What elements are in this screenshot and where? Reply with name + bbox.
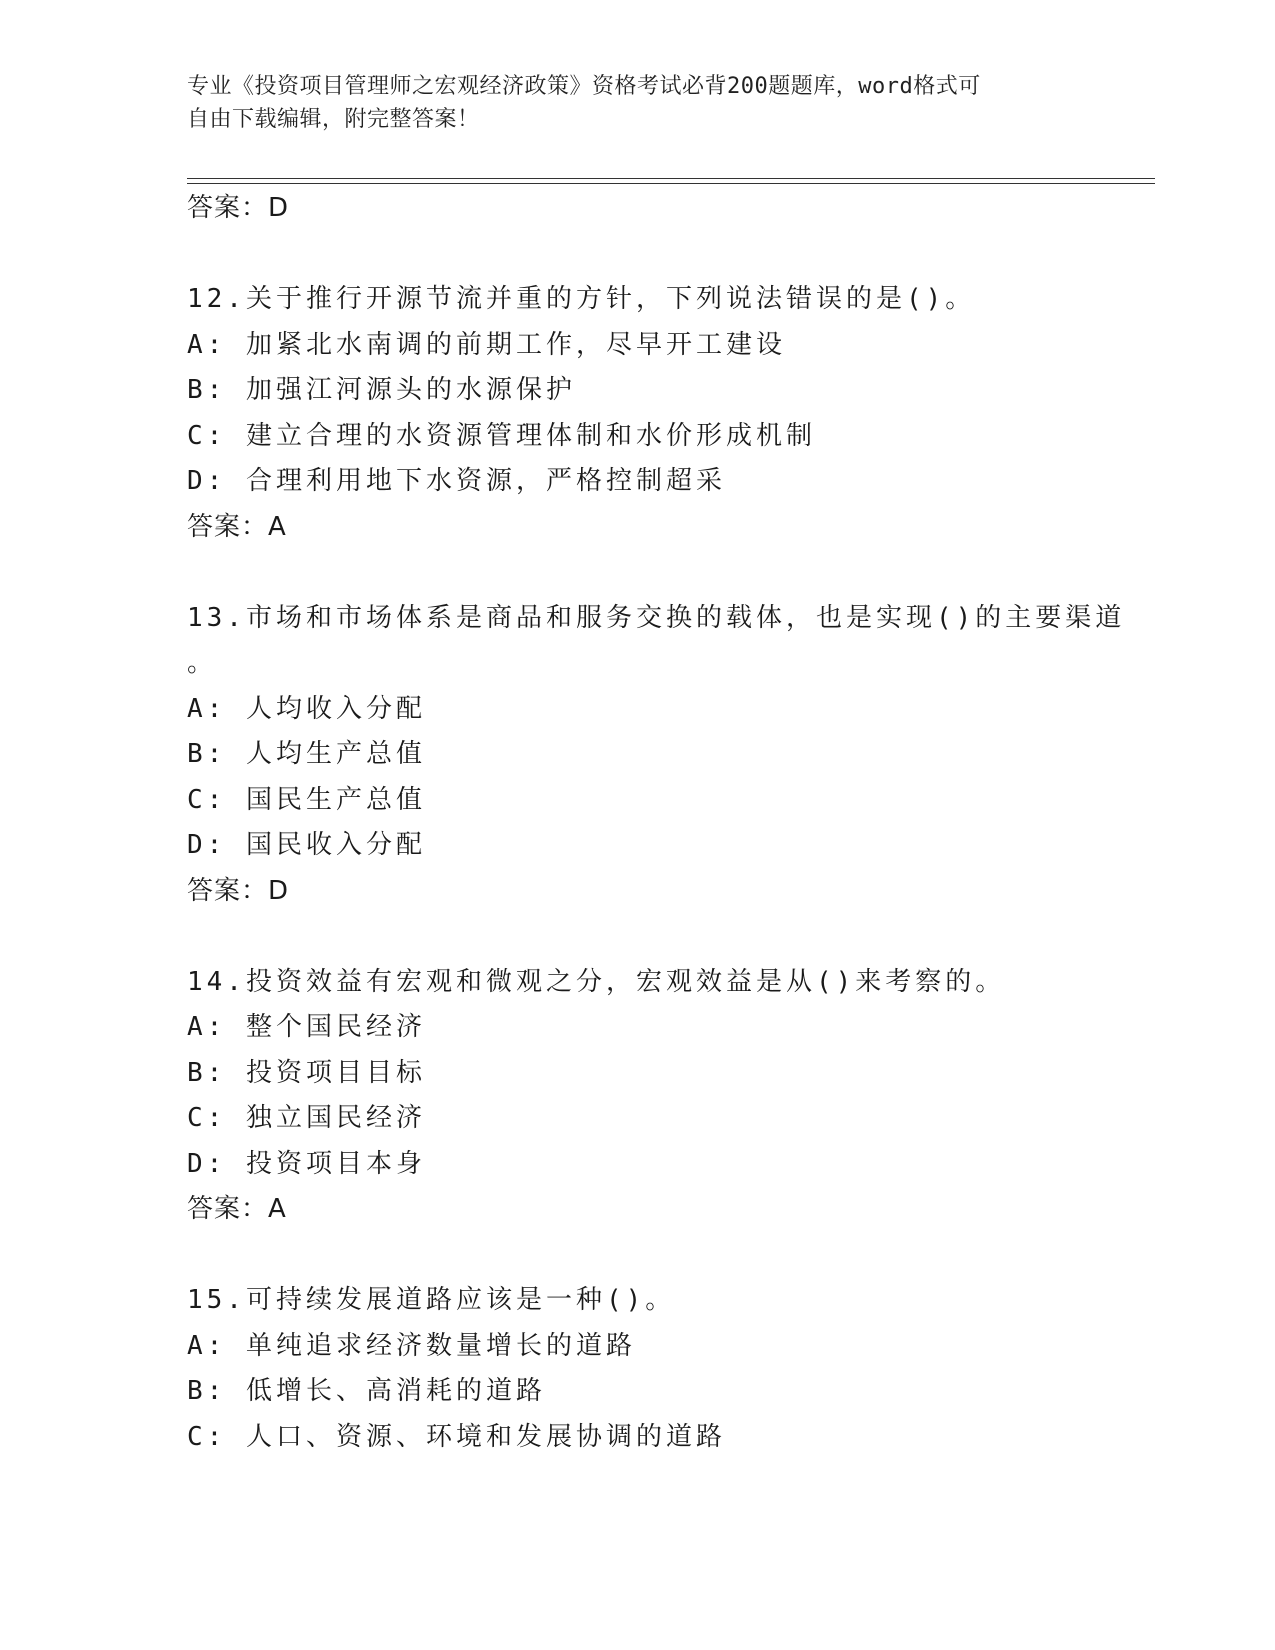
- option-c: C: 独立国民经济: [187, 1103, 426, 1133]
- option-a: A: 加紧北水南调的前期工作，尽早开工建设: [187, 329, 786, 360]
- header-line-2: 自由下载编辑，附完整答案！: [187, 107, 480, 132]
- question-13: [187, 596, 1167, 915]
- option-b: B: 投资项目目标: [187, 1057, 426, 1088]
- question-stem: 12.关于推行开源节流并重的方针，下列说法错误的是()。: [187, 284, 976, 314]
- question-list: [187, 186, 1167, 1460]
- question-stem-continuation: 。: [187, 648, 218, 678]
- option-d: D: 合理利用地下水资源，严格控制超采: [187, 466, 726, 496]
- answer: 答案：D: [187, 875, 290, 906]
- answer: 答案：A: [187, 511, 287, 542]
- document-header: [187, 70, 1067, 136]
- spacer: [187, 1233, 1167, 1279]
- previous-answer: 答案：D: [187, 193, 290, 223]
- option-c: C: 国民生产总值: [187, 784, 426, 815]
- option-b: B: 低增长、高消耗的道路: [187, 1376, 546, 1406]
- spacer: [187, 550, 1167, 596]
- option-c: C: 建立合理的水资源管理体制和水价形成机制: [187, 420, 816, 451]
- spacer: [187, 914, 1167, 960]
- question-14: [187, 960, 1167, 1233]
- question-stem: 14.投资效益有宏观和微观之分，宏观效益是从()来考察的。: [187, 966, 1006, 997]
- question-15: [187, 1278, 1167, 1460]
- question-12: [187, 277, 1167, 550]
- option-b: B: 加强江河源头的水源保护: [187, 375, 576, 405]
- answer: 答案：A: [187, 1194, 287, 1224]
- question-stem: 15.可持续发展道路应该是一种()。: [187, 1285, 676, 1315]
- header-rule-bottom: [187, 183, 1155, 184]
- option-a: A: 单纯追求经济数量增长的道路: [187, 1330, 636, 1361]
- question-stem: 13.市场和市场体系是商品和服务交换的载体，也是实现()的主要渠道: [187, 602, 1126, 633]
- option-c: C: 人口、资源、环境和发展协调的道路: [187, 1421, 726, 1452]
- spacer: [187, 232, 1167, 278]
- header-line-1: 专业《投资项目管理师之宏观经济政策》资格考试必背200题题库，word格式可: [187, 74, 981, 99]
- option-a: A: 人均收入分配: [187, 693, 426, 724]
- header-rule-top: [187, 178, 1155, 179]
- option-d: D: 国民收入分配: [187, 830, 426, 860]
- option-b: B: 人均生产总值: [187, 739, 426, 769]
- option-a: A: 整个国民经济: [187, 1012, 426, 1042]
- option-d: D: 投资项目本身: [187, 1148, 426, 1179]
